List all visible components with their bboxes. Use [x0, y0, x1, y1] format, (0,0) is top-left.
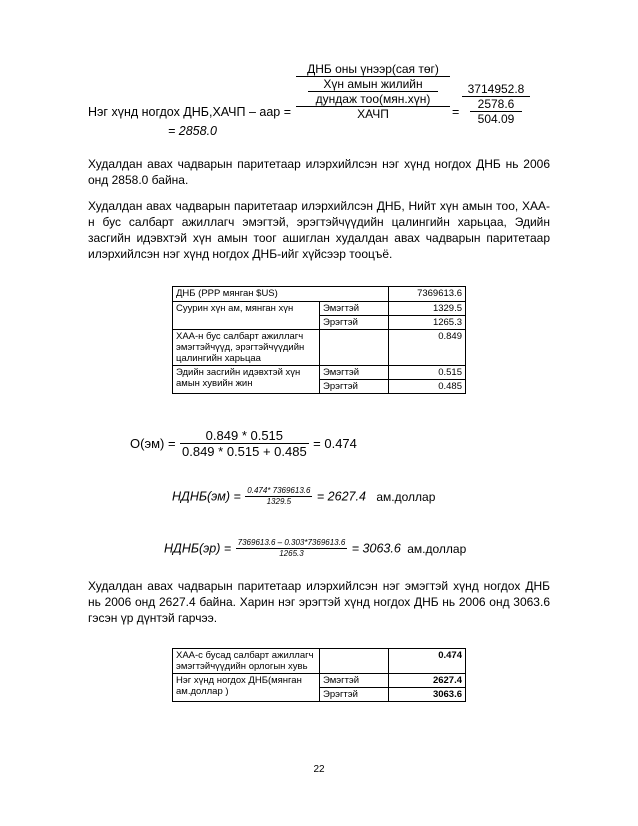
table-cell: Эмэгтэй — [320, 366, 389, 380]
table-cell: 0.474 — [389, 649, 466, 674]
formula1-num-sub-den: дундаж тоо(мян.хүн) — [296, 92, 450, 107]
formula3-unit: ам.доллар — [376, 489, 436, 504]
formula1-eq: = — [452, 105, 460, 119]
table-cell: Эрэгтэй — [320, 316, 389, 330]
table-cell: Нэг хүнд ногдох ДНБ(мянган ам.доллар ) — [173, 674, 320, 702]
formula4-lhs: НДНБ(эр) = — [164, 541, 232, 556]
formula-male-gdp — [164, 538, 466, 570]
table-cell: ХАА-с бусад салбарт ажиллагч эмэгтэйчүүдийн орлогын хувь — [173, 649, 320, 674]
formula1-val-num: 3714952.8 — [462, 82, 530, 97]
formula1-val-sub: 2578.6 — [470, 97, 522, 112]
table-row — [173, 366, 466, 380]
formula3-lhs: НДНБ(эм) = — [172, 489, 241, 504]
formula3-rhs: = 2627.4 — [316, 489, 366, 504]
formula1-result: = 2858.0 — [168, 124, 218, 138]
table-cell: ДНБ (PPP мянган $US) — [173, 287, 389, 302]
formula3-num: 0.474* 7369613.6 — [247, 486, 311, 495]
formula4-den: 1265.3 — [279, 549, 304, 558]
table-cell — [320, 649, 389, 674]
formula1-val-den: 504.09 — [477, 112, 515, 126]
table-row — [173, 674, 466, 688]
table-cell: 7369613.6 — [389, 287, 466, 302]
table-cell: Эрэгтэй — [320, 688, 389, 702]
formula2-fraction — [180, 428, 309, 459]
formula2-lhs: О(эм) = — [130, 436, 176, 451]
table-cell: 0.849 — [389, 330, 466, 366]
table-cell: Эдийн засгийн идэвхтэй хүн амын хувийн жин — [173, 366, 320, 394]
formula4-unit: ам.доллар — [407, 541, 467, 556]
table-cell — [320, 330, 389, 366]
table-cell: Эмэгтэй — [320, 674, 389, 688]
table-row — [173, 287, 466, 302]
formula4-num: 7369613.6 – 0.303*7369613.6 — [237, 538, 346, 547]
paragraph-2: Худалдан авах чадварын паритетаар илэрхийлсэн ДНБ, Нийт хүн амын тоо, ХАА-н бус салбарт ажиллагч эмэгтэй, эрэгтэйчүүдийн цалингийн харьцаа, Эдийн засгийн идэвхтэй хүн амын тоог ашиглан худалдан авах чадварын паритетаар илэрхийлсэн нэг хүнд ногдох ДНБ-ийг хүйсээр тооцъё. — [88, 199, 550, 261]
table-cell: 0.485 — [389, 380, 466, 394]
formula-female-gdp — [172, 486, 435, 518]
page-number: 22 — [313, 764, 325, 775]
formula1-main-fraction — [296, 62, 450, 122]
table-cell: 1329.5 — [389, 302, 466, 316]
paragraph-3: Худалдан авах чадварын паритетаар илэрхийлсэн нэг эмэгтэй хүнд ногдох ДНБ нь 2006 онд 2627.4 байна. Харин нэг эрэгтэй хүнд ногдох ДНБ нь 2006 онд 3063.6 гэсэн үр дүнтэй гарчээ. — [88, 579, 550, 625]
formula4-fraction — [236, 538, 348, 559]
formula1-lhs: Нэг хүнд ногдох ДНБ,ХАЧП – аар = — [88, 105, 291, 119]
table-row — [173, 302, 466, 316]
table-cell: 2627.4 — [389, 674, 466, 688]
table-row — [173, 649, 466, 674]
table-cell: 1265.3 — [389, 316, 466, 330]
input-data-table — [172, 286, 466, 394]
formula3-den: 1329.5 — [266, 497, 292, 506]
table-row — [173, 330, 466, 366]
formula1-num-sub-num: Хүн амын жилийн — [308, 77, 438, 92]
formula1-value-fraction — [462, 82, 530, 126]
table-cell: 0.515 — [389, 366, 466, 380]
formula2-rhs: = 0.474 — [313, 436, 357, 451]
formula1-num-top: ДНБ оны үнээр(сая төг) — [296, 62, 450, 77]
formula2-den: 0.849 * 0.515 + 0.485 — [182, 444, 307, 459]
formula1-den: ХАЧП — [357, 107, 389, 121]
result-table — [172, 648, 466, 702]
table-cell: Суурин хүн ам, мянган хүн — [173, 302, 320, 330]
formula2-num: 0.849 * 0.515 — [180, 428, 309, 444]
table-cell: ХАА-н бус салбарт ажиллагч эмэгтэйчүүд, эрэгтэйчүүдийн цалингийн харьцаа — [173, 330, 320, 366]
formula-gdp-per-capita — [88, 62, 558, 142]
table-cell: Эмэгтэй — [320, 302, 389, 316]
table-cell: Эрэгтэй — [320, 380, 389, 394]
formula3-fraction — [245, 486, 312, 507]
formula4-rhs: = 3063.6 — [351, 541, 401, 556]
paragraph-1: Худалдан авах чадварын паритетаар илэрхийлсэн нэг хүнд ногдох ДНБ нь 2006 онд 2858.0 байна. — [88, 157, 550, 187]
table-cell: 3063.6 — [389, 688, 466, 702]
formula-female-share — [130, 428, 357, 468]
